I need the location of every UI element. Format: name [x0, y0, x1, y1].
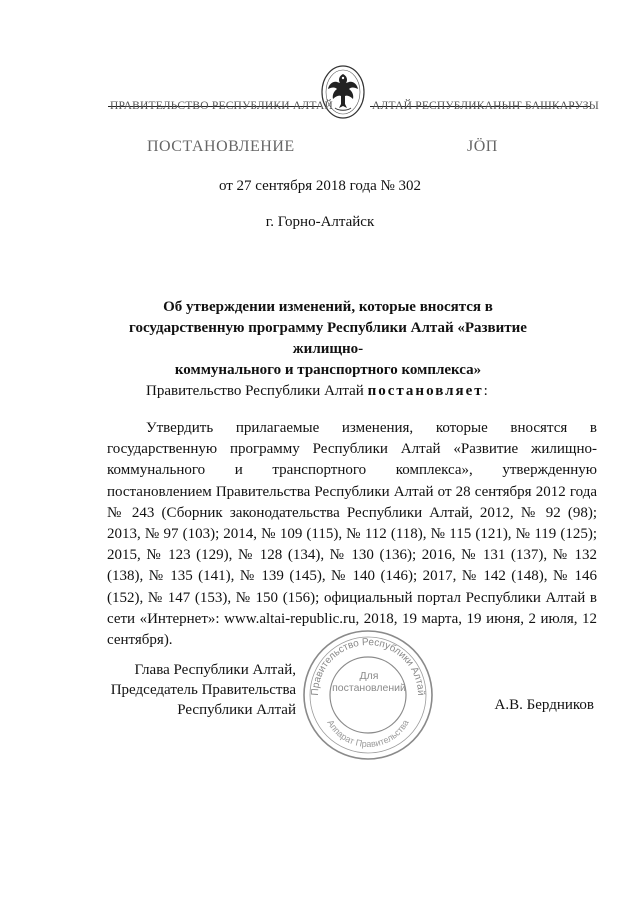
document-title [100, 297, 556, 381]
stamp-center-line: постановлений [332, 682, 406, 694]
header-org-altai: АЛТАЙ РЕСПУБЛИКАНЫҤ БАШКАРУЗЫ [372, 100, 599, 112]
date-line: от 27 сентября 2018 года № 302 [218, 178, 422, 194]
body-paragraph: Утвердить прилагаемые изменения, которые вносятся в государственную программу Республики Алтай «Развитие жилищно-коммунального и транспортного комплекса», утвержденную постановлением Правительства Республики Алтай от 28 сентября 2012 года № 243 (Сборник законодательства Республики Алтай, 2012, № 92 (98); 2013, № 97 (103); 2014, № 109 (115), № 112 (118), № 115 (121), № 119 (125); 2015, № 123 (129), № 128 (134), № 130 (136); 2016, № 131 (137), № 132 (138), № 135 (141), № 139 (145), № 140 (146); 2017, № 142 (148), № 146 (152), № 147 (153), № 150 (156); официальный портал Республики Алтай в сети «Интернет»: www.altai-republic.ru, 2018, 19 марта, 19 июня, 2 июля, 12 сентября). [107, 420, 597, 649]
signatory-title-line: Глава Республики Алтай, [134, 662, 296, 678]
preamble-suffix: : [483, 383, 488, 399]
official-stamp [300, 627, 436, 763]
stamp-center-text [326, 670, 412, 694]
signatory-name: А.В. Бердников [494, 697, 594, 713]
city-line: г. Горно-Алтайск [265, 214, 375, 230]
title-line: государственную программу Республики Алтай «Развитие жилищно- [129, 320, 527, 357]
signatory-title [100, 660, 296, 720]
title-line: Об утверждении изменений, которые вносятся в [163, 299, 493, 315]
signatory-title-line: Республики Алтай [177, 702, 296, 718]
signatory-title-line: Председатель Правительства [110, 682, 296, 698]
stamp-ring-bottom: Аппарат Правительства [325, 717, 411, 750]
preamble-text: Правительство Республики Алтай [146, 383, 364, 399]
preamble [146, 383, 488, 400]
doc-type-altai: ЈӦП [467, 138, 498, 155]
title-line: коммунального и транспортного комплекса» [174, 362, 482, 378]
stamp-center-line: Для [359, 670, 379, 682]
doc-type-russian: ПОСТАНОВЛЕНИЕ [147, 138, 295, 155]
header-org-russian: ПРАВИТЕЛЬСТВО РЕСПУБЛИКИ АЛТАЙ [110, 100, 334, 112]
stamp-ring-top: Правительство Республики Алтай [309, 636, 427, 696]
preamble-emphasis: постановляет [367, 383, 484, 399]
